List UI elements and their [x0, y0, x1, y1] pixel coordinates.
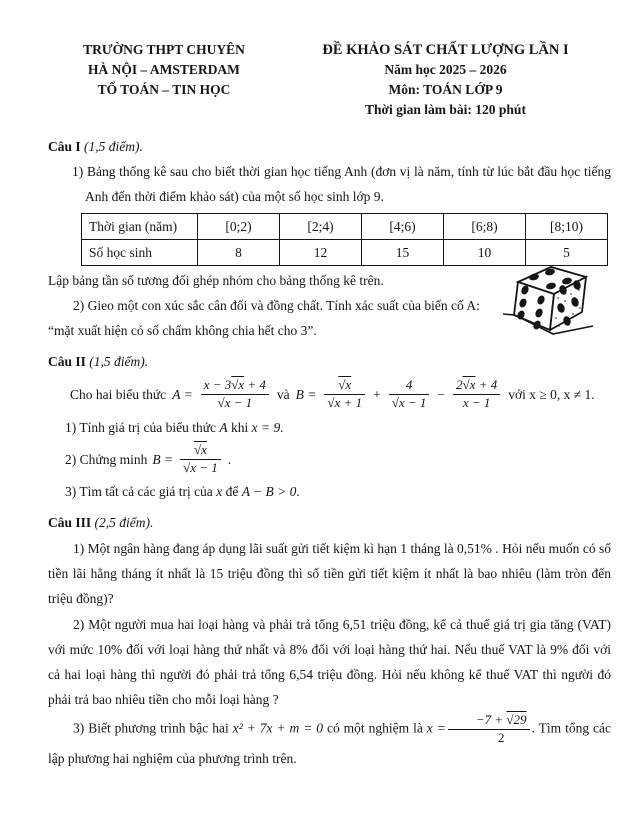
exam-title: ĐỀ KHẢO SÁT CHẤT LƯỢNG LẦN I [322, 42, 569, 58]
problem-2-3-statement: 3) Tìm tất cả các giá trị của x để A − B > 0. [65, 483, 300, 499]
table-row-time [82, 214, 608, 240]
expression-B-simplified: $\frac{√x}{√x - 1}$ [180, 443, 221, 476]
table-cell: 8 [198, 240, 280, 266]
formula-intro: Cho hai biểu thức [70, 386, 167, 402]
domain-condition: với x ≥ 0, x ≠ 1. [508, 386, 595, 402]
table-cell: Số học sinh [82, 240, 198, 266]
expressions-formula [70, 378, 611, 411]
exam-info-block [280, 40, 611, 120]
table-cell: [4;6) [362, 214, 444, 240]
table-cell: 12 [280, 240, 362, 266]
expression-A-lhs: A = [172, 386, 193, 402]
table-cell: [6;8) [444, 214, 526, 240]
section-2-title: Câu II [48, 354, 86, 369]
section-3-points: (2,5 điểm). [94, 514, 154, 530]
school-block [48, 40, 280, 120]
expression-B-term3: $\frac{2√x + 4}{x - 1}$ [453, 378, 500, 411]
problem-1-1-task: Lập bảng tần số tương đối ghép nhóm cho bảng thống kê trên. [48, 273, 384, 288]
problem-2-1-statement: 1) Tính giá trị của biểu thức A khi x = 9. [65, 419, 284, 435]
expression-B-lhs: B = [295, 386, 317, 402]
exam-subject: Môn: TOÁN LỚP 9 [388, 82, 503, 97]
school-line-3: TỔ TOÁN – TIN HỌC [97, 82, 231, 97]
problem-1-1-statement: 1) Bảng thống kê sau cho biết thời gian học tiếng Anh (đơn vị là năm, tính từ lúc bắt đầu học tiếng Anh đến thời điểm khảo sát) của một số học sinh lớp 9. [72, 164, 611, 204]
expression-A-fraction: $\frac{x - 3√x + 4}{√x - 1}$ [201, 378, 269, 411]
table-cell: [8;10) [526, 214, 608, 240]
problem-3-3-statement: 3) Biết phương trình bậc hai x² + 7x + m = 0 có một nghiệm là x = $\frac{-7 + √29}{2}$ . Tìm tổng các lập phương hai nghiệm của phương trình trên. [48, 711, 612, 766]
root-fraction: $\frac{-7 + √29}{2}$ [448, 713, 530, 746]
table-cell: 15 [362, 240, 444, 266]
expression-B-term1: $\frac{√x}{√x + 1}$ [324, 378, 365, 411]
section-3-title: Câu III [48, 514, 92, 530]
problem-2-2-statement: 2) Chứng minh B = $\frac{√x}{√x - 1}$ . [65, 441, 232, 475]
section-1-title: Câu I [48, 139, 81, 154]
table-cell: 10 [444, 240, 526, 266]
table-cell: [2;4) [280, 214, 362, 240]
expression-B-term2: $\frac{4}{√x - 1}$ [389, 378, 430, 411]
exam-duration: Thời gian làm bài: 120 phút [365, 102, 526, 117]
minus-operator: − [437, 386, 446, 402]
section-1-heading [48, 134, 611, 159]
exam-year: Năm học 2025 – 2026 [384, 62, 507, 77]
table-cell: Thời gian (năm) [82, 214, 198, 240]
problem-3-1-statement: 1) Một ngân hàng đang áp dụng lãi suất gửi tiết kiệm kì hạn 1 tháng là 0,51% . Hỏi nếu muốn có số tiền lãi hằng tháng ít nhất là 15 triệu đồng thì số tiền gửi tiết kiệm ít nhất là bao nhiêu (làm tròn đến triệu đồng)? [48, 540, 611, 606]
table-cell: [0;2) [198, 214, 280, 240]
table-cell: 5 [526, 240, 608, 266]
section-2-heading [48, 349, 611, 374]
section-3-heading [48, 510, 611, 535]
section-2-points: (1,5 điểm). [89, 354, 149, 369]
school-line-1: TRƯỜNG THPT CHUYÊN [83, 42, 245, 57]
school-line-2: HÀ NỘI – AMSTERDAM [88, 62, 240, 77]
problem-3-2-statement: 2) Một người mua hai loại hàng và phải trả tổng 6,51 triệu đồng, kể cả thuế giá trị gia tăng (VAT) với mức 10% đối với loại hàng thứ nhất và 8% đối với loại hàng thứ hai. Nếu thuế VAT là 9% đối với cả hai loại hàng thì người đó phải trả tổng 6,54 triệu đồng. Hỏi nếu không kể thuế VAT thì người đó phải trả bao nhiêu tiền cho mỗi loại hàng ? [48, 616, 611, 707]
plus-operator: + [373, 386, 381, 402]
section-1-points: (1,5 điểm). [84, 139, 143, 154]
problem-1-2-statement: 2) Gieo một con xúc sắc cân đối và đồng chất. Tính xác suất của biến cố A: “mặt xuất hiện có số chấm không chia hết cho 3”. [48, 298, 480, 338]
exam-header [48, 40, 611, 120]
exam-content [48, 40, 611, 771]
dice-illustration [501, 256, 597, 338]
and-word: và [276, 386, 290, 402]
